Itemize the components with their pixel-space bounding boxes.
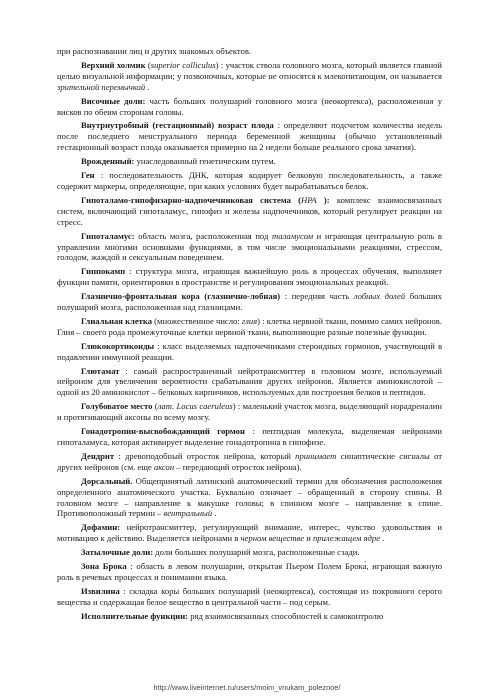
glossary-entry (57, 291, 442, 313)
glossary-entry (57, 426, 442, 448)
entry-definition-text: . (145, 81, 150, 92)
entry-term: Гипоталамус: (81, 230, 135, 241)
entry-definition-text: ( (145, 59, 151, 70)
entry-term: Зона Брока (81, 561, 127, 572)
glossary-entry (57, 120, 442, 153)
glossary-entry (57, 316, 442, 338)
entry-definition-text: больших полушарий мозга, расположенная над глазницами. (57, 291, 442, 313)
entry-definition-text: : передняя часть (280, 291, 354, 302)
entry-term: Глиальная клетка (81, 315, 153, 326)
entry-italic-text: HPA (301, 194, 317, 205)
entry-italic-text: лат. Locus caeruleus (157, 401, 233, 412)
entry-definition-text: . (212, 508, 217, 519)
glossary-entry (57, 611, 442, 622)
entry-definition-text: : складка коры больших полушарий (неокортекса), состоящая из покровного серого вещества и содержащая белое вещество в центральной части – под серым. (57, 585, 442, 607)
entry-definition-text: ( (152, 401, 158, 412)
entry-term: Глазнично-фронтальная кора (глазнично-лобная) (81, 291, 281, 302)
entry-definition-text: . (380, 533, 385, 544)
entry-italic-text: вентральный (163, 508, 213, 519)
glossary-entry (57, 522, 442, 544)
entry-italic-text: принимает (295, 450, 337, 461)
glossary-entry (57, 547, 442, 558)
glossary-entry (57, 341, 442, 363)
entry-definition-text: : определяют подсчетом количества недель после последнего менструального периода беременной женщины (обычно установленный гестационный возраст плода оказывается примерно на 2 недели больше реального срока зачатия). (57, 120, 443, 153)
entry-definition-text: – передающий отросток нейрона). (174, 461, 302, 472)
entry-term: Гонадотропин-высвобождающий гормон (81, 426, 245, 437)
glossary-entry (57, 156, 442, 167)
entry-definition-text: : структура мозга, играющая важнейшую роль в процессах обучения, выполняет функции памяти, ориентировки в пространстве и регулирования эмоциональных реакций. (57, 266, 442, 288)
glossary-entry (57, 586, 442, 608)
entry-definition-text: : последовательность ДНК, которая кодирует белковую последовательность, а также содержит маркеры, определяющие, при каких условиях будет вырабатываться белок. (57, 170, 442, 191)
entry-definition-text: часть больших полушарий головного мозга (неокортекса), расположенная у висков по обеим сторонам головы. (57, 95, 442, 117)
entry-italic-text: лобных долей (353, 291, 406, 302)
entry-italic-text: superior colliculus (150, 59, 216, 70)
entry-italic-text: зрительной перемычкой (57, 81, 146, 92)
entry-term: Глюкокортикоиды (81, 340, 155, 351)
glossary-entry (57, 401, 442, 423)
entry-definition-text (317, 195, 324, 205)
entry-term: Гипоталамо-гипофизарно-надпочечниковая система ( (81, 194, 302, 205)
entry-term: Извилина (81, 585, 120, 596)
entry-definition-text: ) : участок ствола головного мозга, который является главной целью визуальной информации; у позвоночных, которые не относятся к млекопитающим, он называется (57, 59, 442, 81)
glossary-body (57, 46, 442, 625)
entry-definition-text: область мозга, расположенная под (134, 230, 272, 241)
entry-definition-text: комплекс взаимосвязанных систем, включающий гипоталамус, гипофиз и железы надпочечников, который регулирует реакции на стресс. (57, 194, 442, 227)
entry-definition-text: : область в левом полушарии, открытая Пьером Полем Брока́, играющая важную роль в речевых процессах и понимании языка. (57, 561, 442, 582)
entry-italic-text: аксон (153, 461, 175, 472)
glossary-entry (57, 561, 442, 583)
glossary-entry (57, 231, 442, 264)
entry-term: Глютамат (81, 365, 120, 376)
entry-definition-text: нейротрансмиттер, регулирующий внимание, интерес, чувство удовольствия и мотивацию к действию. Выделяется нейронами в (57, 522, 442, 544)
entry-term: Голубоватое место (81, 401, 153, 412)
entry-definition-text: (множественное число: (152, 315, 242, 326)
entry-definition-text: ): (323, 194, 330, 205)
glossary-entry (57, 476, 442, 520)
page-footer (0, 683, 494, 692)
glossary-entry (57, 170, 442, 192)
entry-term: Височные доли: (81, 95, 146, 106)
entry-definition-text: : древоподобный отросток нейрона, который (114, 450, 296, 461)
entry-term: Ген (81, 170, 95, 181)
intro-text: при распознавании лиц и других знакомых объектов. (57, 46, 252, 56)
glossary-entry (57, 266, 442, 288)
entry-definition-text: ) : маленький участок мозга, выделяющий норадреналин и протягивающий аксоны по всему мозгу. (57, 401, 442, 423)
entry-definition-text: ) : клетка нервной ткани, помимо самих нейронов. Глия – своего рода промежуточные клетки нервной ткани, выполняющие разные полезные функции. (57, 315, 443, 337)
glossary-entry (57, 451, 442, 473)
entry-definition-text: : самый распространенный нейротрансмиттер в головном мозге, используемый нейроном для увеличения вероятности срабатывания других нейронов. Является аминокислотой – одной из 20 аминокислот – белковых кирпичиков, используемых для построения белков и пептидов. (57, 365, 442, 398)
glossary-entry (57, 96, 442, 118)
entry-definition-text: : пептидная молекула, выделяемая нейронами гипоталамуса, которая активирует выделение гонадотропина в гипофизе. (57, 426, 442, 447)
entry-italic-text: таламусом (271, 230, 314, 241)
entry-definition-text: : класс выделяемых надпочечниками стероидных гормонов, участвующий в подавлении иммунной реакции. (57, 340, 442, 362)
entry-definition-text: и (304, 533, 313, 544)
entry-term: Врожденный: (81, 156, 135, 167)
entry-definition-text: ряд взаимосвязанных способностей к самоконтролю (188, 610, 384, 621)
entry-italic-text: глия (241, 315, 258, 326)
entry-definition-text: доли больших полушарий мозга, расположенные сзади. (153, 547, 360, 558)
glossary-entry (57, 195, 442, 228)
entry-term: Исполнительные функции: (81, 610, 189, 621)
entry-term: Затылочные доли: (81, 547, 154, 558)
entry-definition-text: синаптические сигналы от других нейронов (см. еще (57, 450, 442, 472)
entry-term: Дорсальный. (81, 475, 133, 486)
glossary-entry (57, 366, 442, 399)
entry-term: Гиппокамп (81, 266, 126, 277)
glossary-entry (57, 60, 442, 93)
entry-term: Дофамин: (81, 522, 121, 533)
entry-italic-text: прилежащем ядре (313, 533, 381, 544)
entry-definition-text: и играющая центральную роль в управлении многими основными функциями, в том числе эмоциональными реакциями, стрессом, голодом, жаждой и сексуальным поведением. (57, 230, 442, 263)
entry-definition-text: Общепринятый латинский анатомический термин для обозначения расположения определенного анатомического участка. Буквально означает – обращенный в сторону спины. В головном мозге – направление к макушке головы; в спинном мозге – направление к спине. Противоположный термин – (57, 475, 442, 519)
intro-line (57, 46, 442, 57)
entry-italic-text: черном веществе (240, 533, 305, 544)
source-url: http://www.liveinternet.ru/users/moim_vnukam_poleznoe/ (153, 683, 341, 692)
entry-term: Внутриутробный (гестационный) возраст плода (81, 120, 274, 131)
entry-term: Верхний холмик (81, 59, 146, 70)
entry-definition-text: унаследованный генетическим путем. (134, 156, 276, 167)
entry-term: Дендрит (81, 450, 115, 461)
